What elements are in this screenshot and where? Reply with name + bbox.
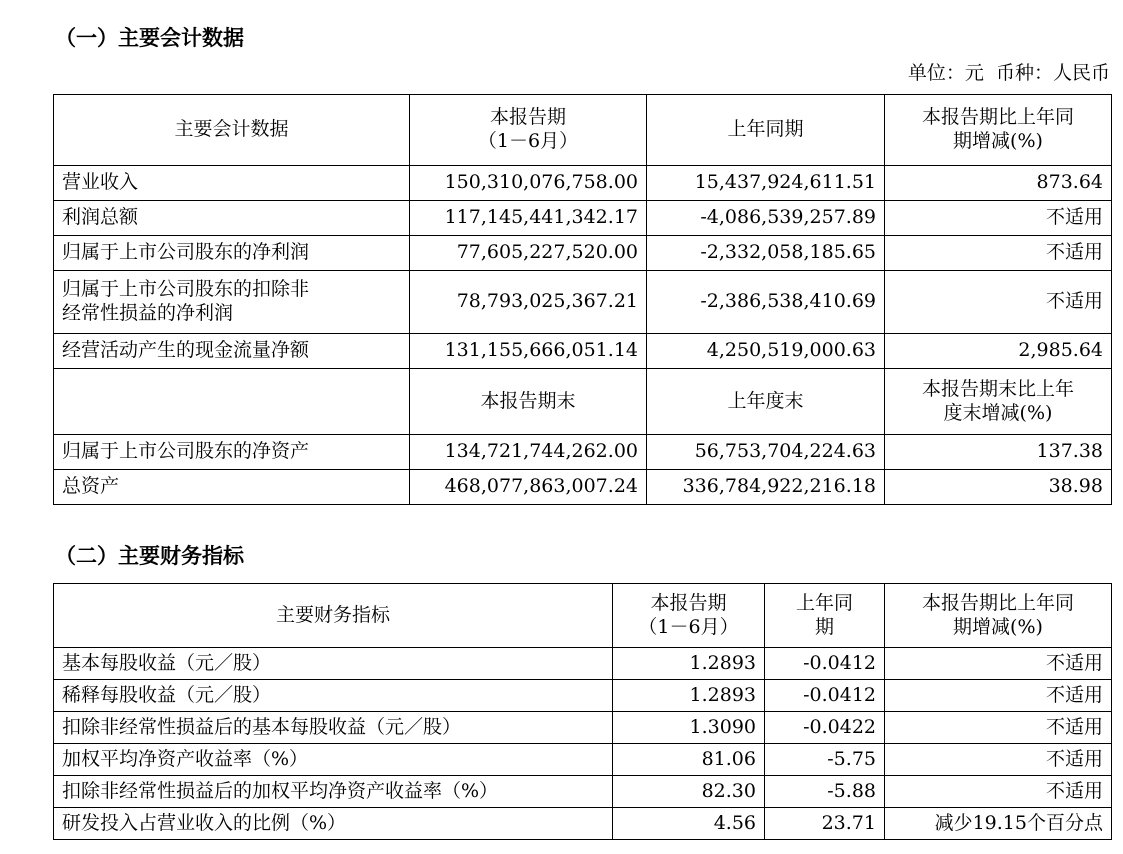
prior-value: -2,386,538,410.69 (647, 271, 885, 334)
table-row (54, 808, 1112, 840)
table-row (54, 470, 1112, 505)
header-cell-main-data: 主要会计数据 (54, 95, 410, 166)
current-value: 4.56 (613, 808, 765, 840)
change-value: 不适用 (885, 201, 1112, 236)
current-value: 150,310,076,758.00 (410, 166, 647, 201)
table-row (54, 680, 1112, 712)
current-value: 131,155,666,051.14 (410, 334, 647, 369)
prior-value: -4,086,539,257.89 (647, 201, 885, 236)
table-row (54, 236, 1112, 271)
subheader-cell-empty (54, 369, 410, 435)
prior-value: 4,250,519,000.63 (647, 334, 885, 369)
header-cell-indicator: 主要财务指标 (54, 584, 613, 648)
row-label: 营业收入 (54, 166, 410, 201)
change-value: 不适用 (885, 744, 1112, 776)
row-label-line: 归属于上市公司股东的扣除非 (62, 278, 310, 301)
change-value: 不适用 (885, 680, 1112, 712)
change-value: 不适用 (885, 236, 1112, 271)
header-cell-change (885, 584, 1112, 648)
header-line: （1－6月） (638, 615, 739, 638)
header-line: 度末增减(%) (943, 401, 1053, 424)
section-2-title: （二）主要财务指标 (55, 544, 244, 568)
header-cell-prior-period (765, 584, 885, 648)
header-line: 本报告期比上年同 (921, 591, 1074, 614)
current-value: 1.2893 (613, 648, 765, 680)
row-label: 经营活动产生的现金流量净额 (54, 334, 410, 369)
prior-value: -5.88 (765, 776, 885, 808)
row-label: 加权平均净资产收益率（%） (54, 744, 613, 776)
header-line: 本报告期 (489, 106, 566, 129)
key-accounting-data-table (53, 94, 1112, 505)
header-line: 本报告期 (650, 591, 727, 614)
current-value: 82.30 (613, 776, 765, 808)
header-line: （1－6月） (477, 130, 579, 152)
table-row (54, 435, 1112, 470)
prior-value: -0.0412 (765, 648, 885, 680)
prior-value: -5.75 (765, 744, 885, 776)
change-value: 137.38 (885, 435, 1112, 470)
table-header-row (54, 584, 1112, 648)
subheader-cell-prior-year-end: 上年度末 (647, 369, 885, 435)
table-row (54, 271, 1112, 334)
header-cell-current-period (613, 584, 765, 648)
prior-value: 23.71 (765, 808, 885, 840)
change-value: 2,985.64 (885, 334, 1112, 369)
current-value: 117,145,441,342.17 (410, 201, 647, 236)
row-label: 总资产 (54, 470, 410, 505)
change-value: 不适用 (885, 648, 1112, 680)
subheader-cell-period-end: 本报告期末 (410, 369, 647, 435)
current-value: 77,605,227,520.00 (410, 236, 647, 271)
change-value: 不适用 (885, 776, 1112, 808)
change-value: 不适用 (885, 712, 1112, 744)
row-label: 研发投入占营业收入的比例（%） (54, 808, 613, 840)
table-row (54, 744, 1112, 776)
header-line: 期 (814, 615, 834, 638)
row-label: 归属于上市公司股东的净资产 (54, 435, 410, 470)
row-label: 稀释每股收益（元／股） (54, 680, 613, 712)
change-value: 873.64 (885, 166, 1112, 201)
header-cell-current-period (410, 95, 647, 166)
header-line: 期增减(%) (953, 615, 1043, 638)
prior-value: 336,784,922,216.18 (647, 470, 885, 505)
prior-value: -0.0412 (765, 680, 885, 712)
table-row (54, 334, 1112, 369)
row-label-line: 经常性损益的净利润 (62, 302, 234, 324)
table-row (54, 712, 1112, 744)
current-value: 81.06 (613, 744, 765, 776)
change-value: 不适用 (885, 271, 1112, 334)
section-1-title: （一）主要会计数据 (55, 26, 244, 50)
row-label: 归属于上市公司股东的净利润 (54, 236, 410, 271)
table-subheader-row (54, 369, 1112, 435)
header-line: 本报告期末比上年 (921, 377, 1074, 400)
change-value: 减少19.15个百分点 (885, 808, 1112, 840)
prior-value: 15,437,924,611.51 (647, 166, 885, 201)
header-line: 期增减(%) (953, 130, 1043, 152)
subheader-cell-change (885, 369, 1112, 435)
row-label (54, 271, 410, 334)
prior-value: -2,332,058,185.65 (647, 236, 885, 271)
change-value: 38.98 (885, 470, 1112, 505)
current-value: 1.3090 (613, 712, 765, 744)
header-line: 本报告期比上年同 (921, 106, 1074, 129)
current-value: 134,721,744,262.00 (410, 435, 647, 470)
currency-unit-note: 单位：元 币种：人民币 (907, 62, 1110, 84)
table-row (54, 166, 1112, 201)
table-header-row (54, 95, 1112, 166)
row-label: 基本每股收益（元／股） (54, 648, 613, 680)
prior-value: 56,753,704,224.63 (647, 435, 885, 470)
header-line: 上年同 (795, 591, 853, 614)
current-value: 1.2893 (613, 680, 765, 712)
header-cell-change (885, 95, 1112, 166)
table-row (54, 648, 1112, 680)
key-financial-indicators-table (53, 583, 1112, 840)
row-label: 扣除非经常性损益后的加权平均净资产收益率（%） (54, 776, 613, 808)
prior-value: -0.0422 (765, 712, 885, 744)
current-value: 468,077,863,007.24 (410, 470, 647, 505)
table-row (54, 776, 1112, 808)
current-value: 78,793,025,367.21 (410, 271, 647, 334)
table-row (54, 201, 1112, 236)
row-label: 利润总额 (54, 201, 410, 236)
header-cell-prior-period: 上年同期 (647, 95, 885, 166)
row-label: 扣除非经常性损益后的基本每股收益（元／股） (54, 712, 613, 744)
